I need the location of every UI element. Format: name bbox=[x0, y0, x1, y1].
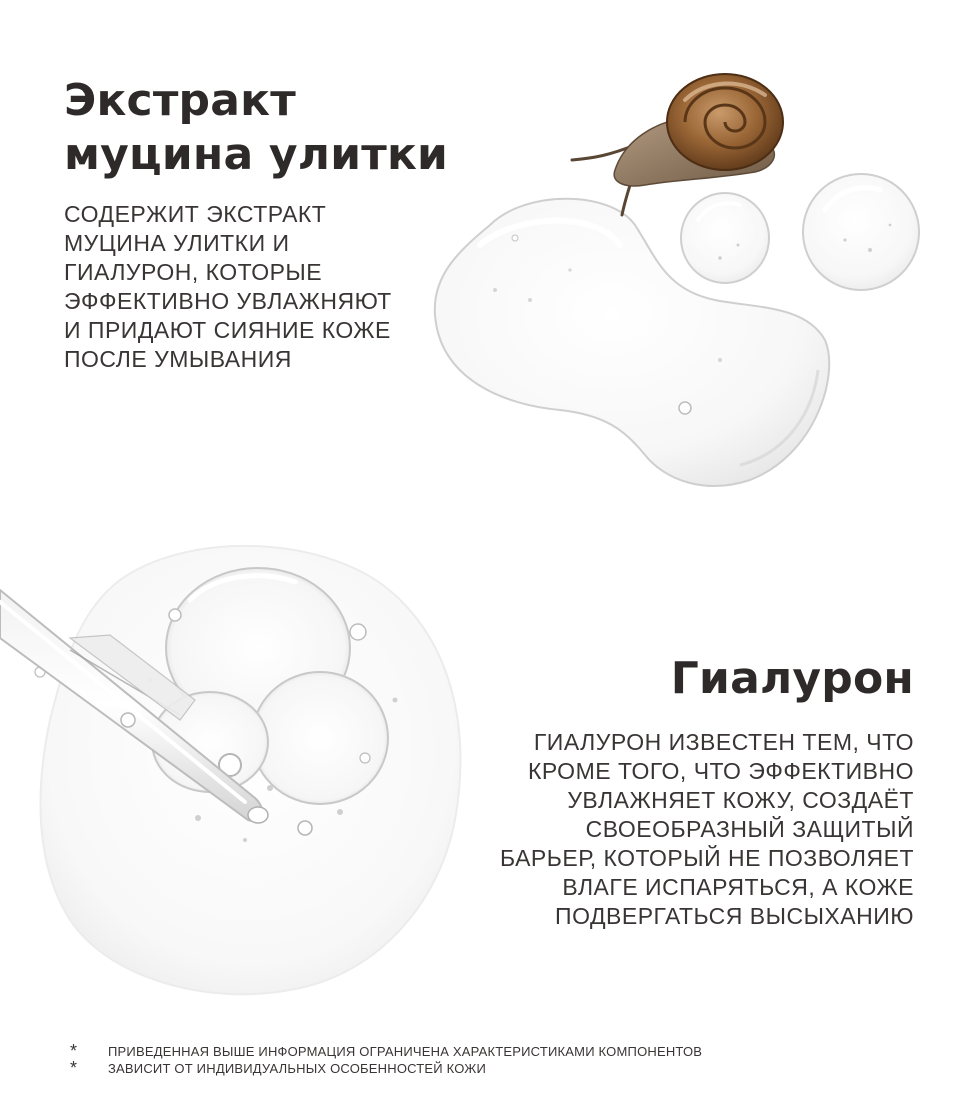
snail-mucin-title-line-1: Экстракт bbox=[64, 75, 296, 126]
hyaluron-description bbox=[500, 728, 914, 931]
footnote bbox=[70, 1043, 702, 1060]
snail-with-mucin-drops-image bbox=[420, 60, 940, 500]
footnote-text: ПРИВЕДЕННАЯ ВЫШЕ ИНФОРМАЦИЯ ОГРАНИЧЕНА ХАРАКТЕРИСТИКАМИ КОМПОНЕНТОВ bbox=[108, 1044, 703, 1059]
hyaluron-description-line: ПОДВЕРГАТЬСЯ ВЫСЫХАНИЮ bbox=[555, 903, 914, 929]
serum-pipette-droplet-image bbox=[0, 520, 480, 1010]
hyaluron-description-line: ВЛАГЕ ИСПАРЯТЬСЯ, А КОЖЕ bbox=[562, 874, 914, 900]
snail-mucin-description-line: И ПРИДАЮТ СИЯНИЕ КОЖЕ bbox=[64, 317, 391, 343]
hyaluron-description-line: КРОМЕ ТОГО, ЧТО ЭФФЕКТИВНО bbox=[527, 758, 914, 784]
hyaluron-description-line: СВОЕОБРАЗНЫЙ ЗАЩИТЫЙ bbox=[585, 816, 914, 842]
snail-mucin-description-line: МУЦИНА УЛИТКИ И bbox=[64, 230, 290, 256]
hyaluron-description-line: УВЛАЖНЯЕТ КОЖУ, СОЗДАЁТ bbox=[567, 787, 914, 813]
footnote-text: ЗАВИСИТ ОТ ИНДИВИДУАЛЬНЫХ ОСОБЕННОСТЕЙ КОЖИ bbox=[108, 1061, 487, 1076]
snail-mucin-description-line: СОДЕРЖИТ ЭКСТРАКТ bbox=[64, 201, 327, 227]
mucin-puddle bbox=[435, 199, 829, 486]
snail-mucin-description-line: ЭФФЕКТИВНО УВЛАЖНЯЮТ bbox=[64, 288, 392, 314]
footnote bbox=[70, 1060, 702, 1077]
mucin-drop-small bbox=[681, 193, 769, 283]
snail-mucin-title-line-2: муцина улитки bbox=[64, 129, 449, 180]
snail bbox=[572, 74, 783, 215]
snail-mucin-title bbox=[64, 74, 448, 182]
asterisk-icon: * bbox=[70, 1058, 78, 1078]
asterisk-icon: * bbox=[70, 1041, 78, 1061]
hyaluron-description-line: ГИАЛУРОН ИЗВЕСТЕН ТЕМ, ЧТО bbox=[533, 729, 914, 755]
mucin-drop-medium bbox=[803, 174, 919, 290]
hyaluron-description-line: БАРЬЕР, КОТОРЫЙ НЕ ПОЗВОЛЯЕТ bbox=[500, 845, 914, 871]
snail-mucin-description bbox=[64, 200, 392, 374]
snail-mucin-description-line: ГИАЛУРОН, КОТОРЫЕ bbox=[64, 259, 323, 285]
hyaluron-title: Гиалурон bbox=[670, 653, 914, 704]
footnotes bbox=[70, 1043, 702, 1077]
snail-mucin-description-line: ПОСЛЕ УМЫВАНИЯ bbox=[64, 346, 292, 372]
